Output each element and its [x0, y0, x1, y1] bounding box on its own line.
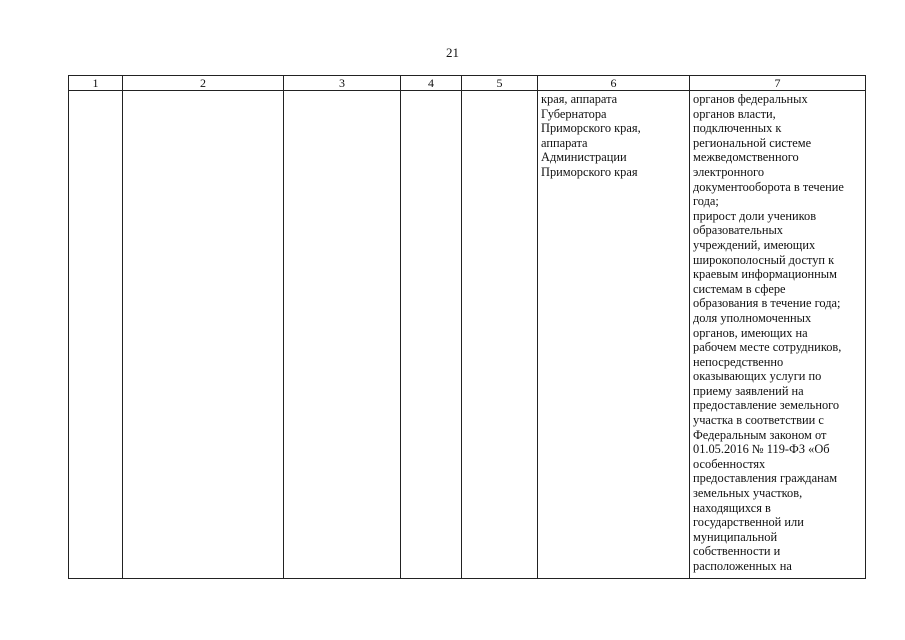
cell-col-7-line: межведомственного	[693, 150, 799, 165]
cell-col-6-line: Губернатора	[541, 106, 607, 121]
cell-col-7-line: органов, имеющих на	[693, 325, 808, 340]
cell-col-7-line: года;	[693, 194, 719, 209]
table-row	[69, 91, 866, 579]
cell-col-6-line: аппарата	[541, 135, 588, 150]
cell-col-7-line: оказывающих услуги по	[693, 369, 822, 384]
cell-col-7-line: Федеральным законом от	[693, 427, 827, 442]
cell-col-7-line: системам в сфере	[693, 281, 786, 296]
cell-col-7-line: образования в течение года;	[693, 296, 841, 311]
column-header-5: 5	[462, 76, 538, 91]
cell-col-7-line: собственности и	[693, 544, 781, 559]
cell-col-7-line: участка в соответствии с	[693, 413, 824, 428]
cell-col-6-line: Приморского края	[541, 164, 638, 179]
document-table	[68, 75, 866, 579]
column-header-6: 6	[538, 76, 690, 91]
column-header-1: 1	[69, 76, 123, 91]
cell-col-7-line: расположенных на	[693, 559, 792, 573]
cell-col-7-line: региональной системе	[693, 135, 812, 150]
cell-col-7-line: документооборота в течение	[693, 179, 844, 194]
cell-col-7-line: предоставление земельного	[693, 398, 840, 413]
cell-col-7-line: учреждений, имеющих	[693, 237, 816, 252]
column-header-7: 7	[690, 76, 866, 91]
cell-col-7-line: непосредственно	[693, 354, 784, 369]
cell-col-5	[462, 91, 538, 579]
cell-col-7-line: 01.05.2016 № 119-ФЗ «Об	[693, 442, 830, 457]
cell-col-3	[284, 91, 401, 579]
cell-col-4	[401, 91, 462, 579]
cell-col-7-line: краевым информационным	[693, 267, 837, 282]
cell-col-7-line: широкополосный доступ к	[693, 252, 835, 267]
cell-col-6-line: края, аппарата	[541, 92, 618, 106]
cell-col-7-line: предоставления гражданам	[693, 471, 838, 486]
table-header-row	[69, 76, 866, 91]
cell-col-1	[69, 91, 123, 579]
cell-col-7-line: приему заявлений на	[693, 383, 804, 398]
cell-col-7	[690, 91, 866, 579]
cell-col-2	[123, 91, 284, 579]
cell-col-7-line: доля уполномоченных	[693, 310, 812, 325]
cell-col-7-line: находящихся в	[693, 500, 771, 515]
cell-col-6	[538, 91, 690, 579]
cell-col-7-line: земельных участков,	[693, 486, 803, 501]
cell-col-7-line: муниципальной	[693, 529, 778, 544]
cell-col-7-line: особенностях	[693, 456, 766, 471]
column-header-2: 2	[123, 76, 284, 91]
column-header-4: 4	[401, 76, 462, 91]
cell-col-7-line: рабочем месте сотрудников,	[693, 340, 842, 355]
cell-col-7-line: органов федеральных	[693, 92, 808, 106]
cell-col-6-line: Приморского края,	[541, 121, 641, 136]
cell-col-7-line: подключенных к	[693, 121, 782, 136]
cell-col-7-line: государственной или	[693, 515, 804, 530]
cell-col-7-line: образовательных	[693, 223, 783, 238]
page-number: 21	[446, 45, 459, 60]
cell-col-7-line: органов власти,	[693, 106, 776, 121]
column-header-3: 3	[284, 76, 401, 91]
cell-col-7-line: прирост доли учеников	[693, 208, 817, 223]
cell-col-7-line: электронного	[693, 164, 765, 179]
cell-col-6-line: Администрации	[541, 150, 627, 165]
